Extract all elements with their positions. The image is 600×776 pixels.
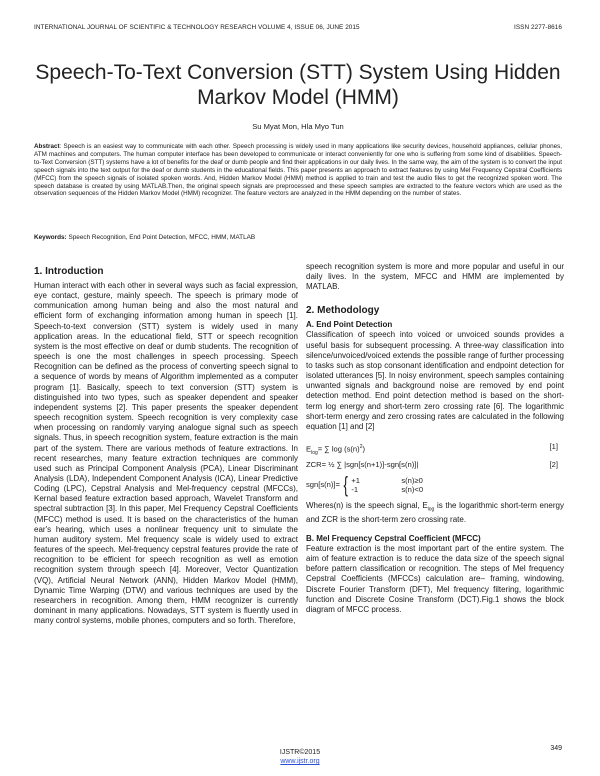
footer-url-link[interactable]: www.ijstr.org (280, 758, 320, 765)
equation-2-number: [2] (549, 460, 558, 470)
subsection-b-text: Feature extraction is the most important part of the entire system. The aim of feature extraction is to reduce the data size of the speech signal before pattern classification or recognition. The steps of Mel frequency Cepstral Coefficients (MFCCs) calculation are– framing, windowing, Discrete Fourier Transform (DFT), Mel frequency filtering, logarithmic function and Discrete Cosine Transform (DCT).Fig.1 shows the block diagram of MFCC process. (306, 543, 564, 614)
brace-icon: { (343, 472, 348, 498)
footer-copyright: IJSTR©2015 (279, 749, 321, 756)
paper-title: Speech-To-Text Conversion (STT) System Using Hidden Markov Model (HMM) (35, 61, 561, 109)
equation-1: $E_{log}=$ ∑ $\log (s(n)^2)$ [1] (306, 438, 564, 456)
keywords-text: Speech Recognition, End Point Detection, MFCC, HMM, MATLAB (66, 234, 256, 241)
footer (0, 748, 600, 766)
methodology-heading: 2. Methodology (306, 305, 380, 317)
intro-heading: 1. Introduction (34, 266, 104, 277)
abstract (34, 143, 562, 198)
issn-label: ISSN 2277-8616 (514, 24, 562, 31)
subsection-a-heading: A. End Point Detection (306, 320, 393, 330)
journal-name: INTERNATIONAL JOURNAL OF SCIENTIFIC & TECHNOLOGY RESEARCH VOLUME 4, ISSUE 06, JUNE 2015 (34, 24, 360, 31)
abstract-text: : Speech is an easiest way to communicate with each other. Speech processing is widely used in many applications like security devices, household appliances, cellular phones, ATM machines and computers. The human computer interface has been developed to communicate or interact conveniently for one who is suffering from some kind of disabilities. Speech-to-Text Conversion (STT) systems have a lot of benefits for the deaf or dumb people and find their applications in our daily lives. In the same way, the aim of the system is to convert the input speech signals into the text output for the deaf or dumb students in the educational fields. This paper presents an approach to extract features by using Mel Frequency Cepstral Coefficients (MFCC) from the speech signals of isolated spoken words. And, Hidden Markov Model (HMM) method is applied to train and test the audio files to get the recognized spoken word. The speech database is created by using MATLAB.Then, the original speech signals are preprocessed and these speech samples are extracted to the feature vectors which are used as the observation sequences of the Hidden Markov Model (HMM) recognizer. The feature vectors are analyzed in the HMM depending on the number of states. (34, 143, 562, 198)
intro-paragraph: Human interact with each other in several ways such as facial expression, eye contact, gesture, mainly speech. The speech is primary mode of communication among human being and also the most natural and efficient form of exchanging information among human in speech [1]. Speech-to-text conversion (STT) system is widely used in many application areas. In the educational field, STT or speech recognition system is the most effective on deaf or dumb students. The recognition of speech is one the most challenges in speech processing. Speech Recognition can be defined as the process of converting speech signal to a sequence of words by means of Algorithm implemented as a computer program [1]. Basically, speech to text conversion (STT) system is distinguished into two types, such as speaker dependent and speaker independent systems [2]. This paper presents the speaker dependent speech recognition system. Speech recognition is very complexity case when processing on randomly varying analogue signal such as speech signals. Thus, in speech recognition system, feature extraction is the main part of the system. There are various methods of feature extractions. In recent researches, many feature extraction techniques are commonly used such as Principal Component Analysis (PCA), Linear Discriminant Analysis (LDA), Independent Component Analysis (ICA), Linear Predictive Coding (LPC), Cepstral Analysis and Mel-frequency cepstral (MFCCs), Kernal based feature extraction based approach, Wavelet Transform and spectral subtraction [3]. In this paper, Mel Frequency Cepstral Coefficients (MFCC) method is used. It is based on the characteristics of the human ear's hearing, which uses a nonlinear frequency unit to simulate the human auditory system. Mel frequency scale is widely used to extract features of the speech. Mel-frequency cepstral features provide the rate of recognition to be efficient for speech recognition as well as emotion recognition system through speech [4]. Moreover, Vector Quantization (VQ), Artificial Neural Network (ANN), Hidden Markov Model (HMM), Dynamic Time Warping (DTW) and various techniques are used by the researchers in recognition. Among them, HMM recognizer is currently dominant in many applications. Nowadays, STT system is fluently used in many control systems, mobile phones, computers and so forth. Therefore, (34, 281, 298, 626)
left-column (34, 262, 298, 626)
equation-explanation: Wheres(n) is the speech signal, $E_{log}$ is the logarithmic short-term energy and ZCR is the short-term zero crossing rate. (306, 501, 564, 524)
abstract-label: Abstract (34, 143, 60, 150)
intro-continued: speech recognition system is more and more popular and useful in our daily lives. In the system, MFCC and HMM are implemented by MATLAB. (306, 262, 564, 292)
journal-header (34, 24, 562, 34)
equation-1-number: [1] (549, 442, 558, 452)
keywords-label: Keywords: (34, 234, 67, 241)
equation-2: ZCR= ½ ∑ |sgn[s(n+1)]-sgn[s(n)]| [2] (306, 456, 564, 474)
paper-authors: Su Myat Mon, Hla Myo Tun (252, 122, 344, 131)
subsection-b-heading: B. Mel Frequency Cepstral Coefficient (MFCC) (306, 533, 481, 543)
page-number: 349 (550, 745, 562, 752)
right-column (306, 262, 564, 615)
subsection-a-text: Classification of speech into voiced or unvoiced sounds provides a useful basis for subsequent processing. A three-way classification into silence/unvoiced/voiced extends the possible range of further processing to tasks such as stop consonant identification and endpoint detection for isolated utterances [5]. In noisy environment, speech samples containing unwanted signals and background noise are removed by end point detection method. End point detection method is based on the short-term log energy and short-term zero crossing rate [6]. The logarithmic short-term energy and zero crossing rates are calculated in the following equation [1] and [2] (306, 330, 564, 431)
keywords (34, 234, 562, 242)
equation-3: sgn[s(n)]= { +1 s(n)≥0 -1 s(n)<0 (306, 472, 424, 498)
